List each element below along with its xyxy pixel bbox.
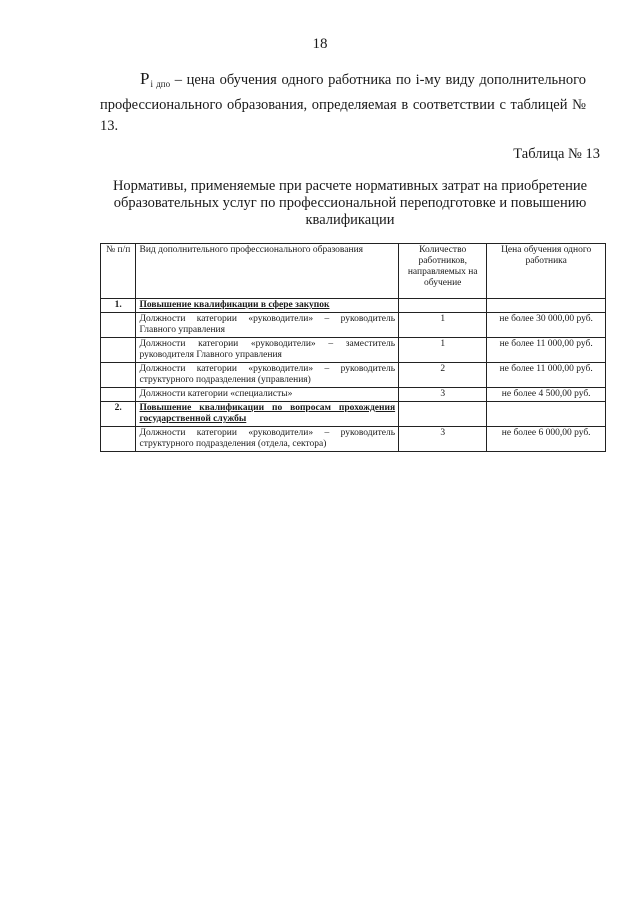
header-num: № п/п [101,244,136,299]
formula-subscript: i дпо [150,79,171,89]
formula-symbol: P [140,69,150,88]
table-row [101,313,606,338]
row-type: Должности категории «руководители» – заместитель руководителя Главного управления [136,338,399,363]
formula-paragraph [100,68,586,137]
row-num [101,388,136,402]
table-title: Нормативы, применяемые при расчете нормативных затрат на приобретение образовательных услуг по профессиональной переподготовке и повышению квалификации [112,178,588,228]
row-price [487,299,606,313]
row-price: не более 4 500,00 руб. [487,388,606,402]
page-number: 18 [312,36,328,52]
row-price: не более 6 000,00 руб. [487,427,606,452]
row-qty: 1 [399,338,487,363]
header-qty: Количество работников, направляемых на обучение [399,244,487,299]
row-num [101,427,136,452]
row-num [101,313,136,338]
formula-text: – цена обучения одного работника по i-му виду дополнительного профессионального образования, определяемая в соответствии с таблицей № 13. [100,72,587,134]
table-row [101,338,606,363]
table-row [101,299,606,313]
table-row [101,427,606,452]
row-price: не более 30 000,00 руб. [487,313,606,338]
row-num [101,363,136,388]
row-qty: 1 [399,313,487,338]
row-type: Должности категории «руководители» – руководитель Главного управления [136,313,399,338]
header-price: Цена обучения одного работника [487,244,606,299]
row-qty [399,299,487,313]
row-qty [399,402,487,427]
row-num: 2. [101,402,136,427]
row-num [101,338,136,363]
row-type: Должности категории «специалисты» [136,388,399,402]
row-type: Повышение квалификации в сфере закупок [136,299,399,313]
row-type: Повышение квалификации по вопросам прохождения государственной службы [136,402,399,427]
row-num: 1. [101,299,136,313]
table-row [101,388,606,402]
row-qty: 2 [399,363,487,388]
table-number: Таблица № 13 [513,146,600,162]
norms-table [100,243,606,452]
row-type: Должности категории «руководители» – руководитель структурного подразделения (отдела, сектора) [136,427,399,452]
table-row [101,363,606,388]
table-row [101,402,606,427]
row-type: Должности категории «руководители» – руководитель структурного подразделения (управления) [136,363,399,388]
table-header-row [101,244,606,299]
header-type: Вид дополнительного профессионального образования [136,244,399,299]
row-price: не более 11 000,00 руб. [487,338,606,363]
row-qty: 3 [399,427,487,452]
row-price [487,402,606,427]
row-qty: 3 [399,388,487,402]
row-price: не более 11 000,00 руб. [487,363,606,388]
